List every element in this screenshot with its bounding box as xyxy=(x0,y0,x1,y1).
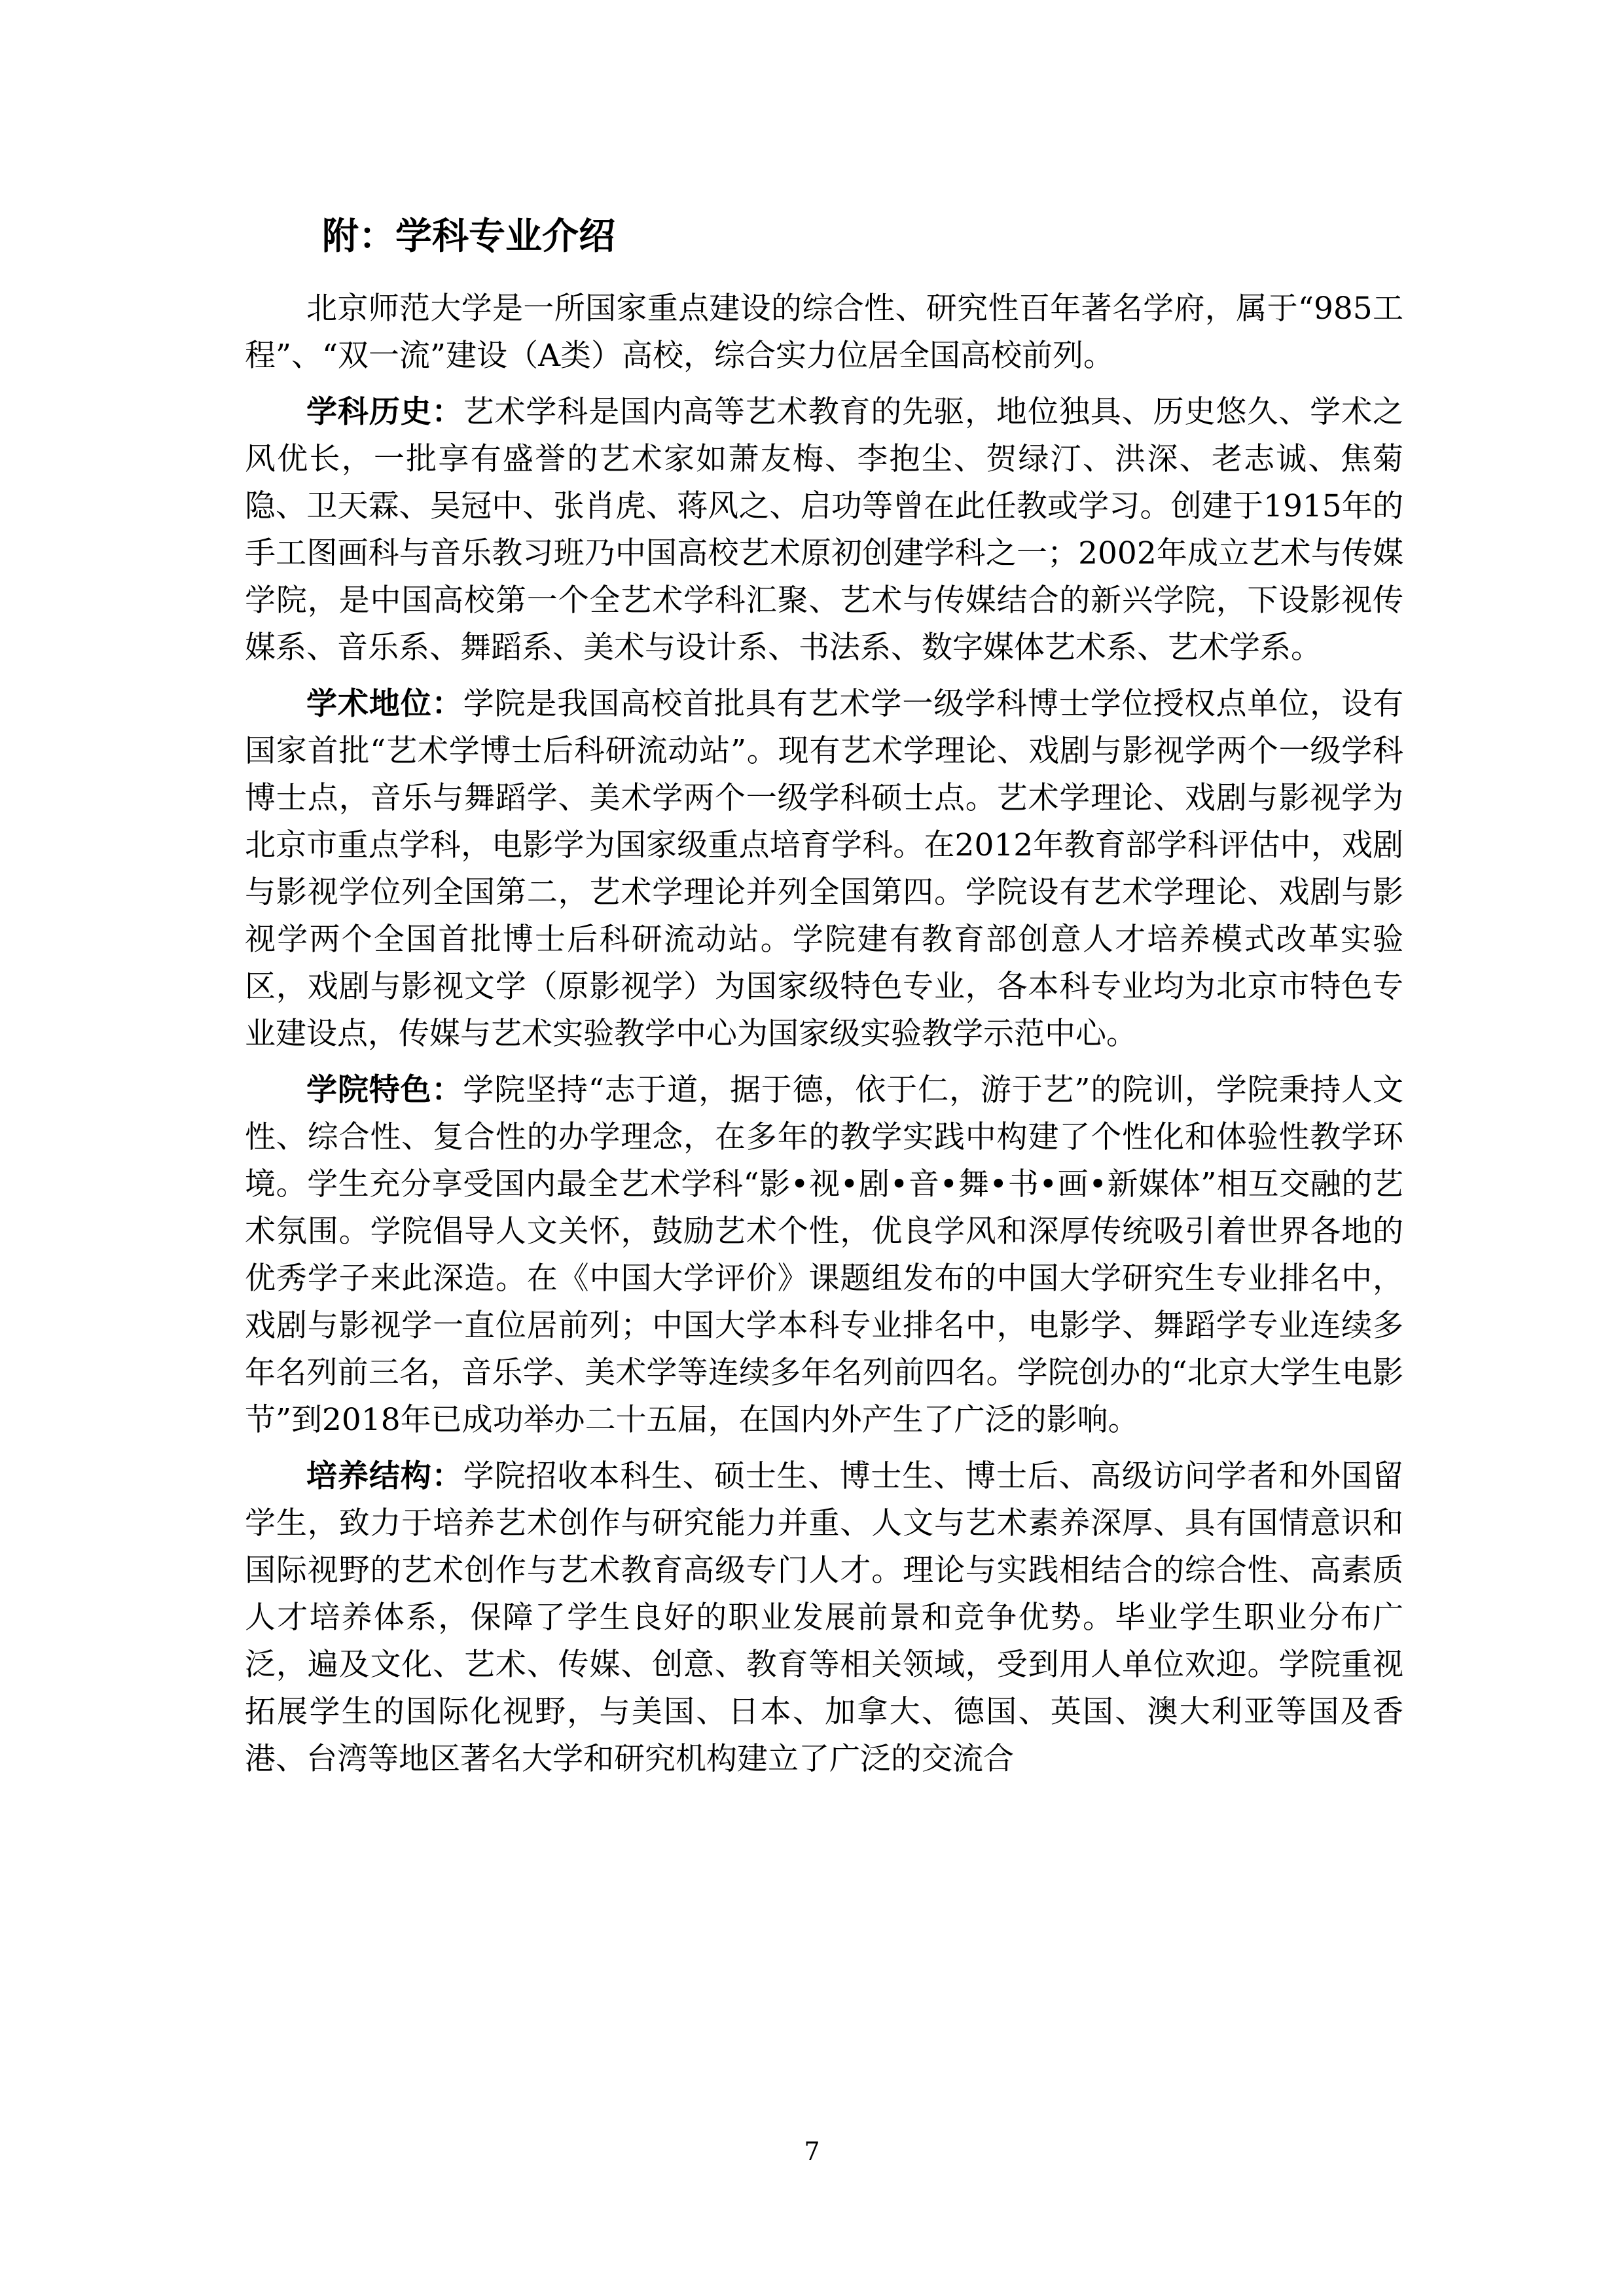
section-features xyxy=(245,1067,1403,1444)
section-history xyxy=(245,389,1403,672)
section-text: 学院坚持“志于道，据于德，依于仁，游于艺”的院训，学院秉持人文性、综合性、复合性的办学理念，在多年的教学实践中构建了个性化和体验性教学环境。学生充分享受国内最全艺术学科“影•视•剧•音•舞•书•画•新媒体”相互交融的艺术氛围。学院倡导人文关怀，鼓励艺术个性，优良学风和深厚传统吸引着世界各地的优秀学子来此深造。在《中国大学评价》课题组发布的中国大学研究生专业排名中，戏剧与影视学一直位居前列；中国大学本科专业排名中，电影学、舞蹈学专业连续多年名列前三名，音乐学、美术学等连续多年名列前四名。学院创办的“北京大学生电影节”到2018年已成功举办二十五届，在国内外产生了广泛的影响。 xyxy=(245,1072,1403,1438)
page-number: 7 xyxy=(804,2137,820,2166)
section-heading: 学术地位： xyxy=(306,686,463,722)
section-academic-status xyxy=(245,681,1403,1058)
page-title: 附：学科专业介绍 xyxy=(322,215,615,258)
section-text: 学院是我国高校首批具有艺术学一级学科博士学位授权点单位，设有国家首批“艺术学博士后科研流动站”。现有艺术学理论、戏剧与影视学两个一级学科博士点，音乐与舞蹈学、美术学两个一级学科硕士点。艺术学理论、戏剧与影视学为北京市重点学科，电影学为国家级重点培育学科。在2012年教育部学科评估中，戏剧与影视学位列全国第二，艺术学理论并列全国第四。学院设有艺术学理论、戏剧与影视学两个全国首批博士后科研流动站。学院建有教育部创意人才培养模式改革实验区，戏剧与影视文学（原影视学）为国家级特色专业，各本科专业均为北京市特色专业建设点，传媒与艺术实验教学中心为国家级实验教学示范中心。 xyxy=(245,686,1404,1052)
section-heading: 学院特色： xyxy=(306,1072,463,1108)
section-text: 学院招收本科生、硕士生、博士生、博士后、高级访问学者和外国留学生，致力于培养艺术创作与研究能力并重、人文与艺术素养深厚、具有国情意识和国际视野的艺术创作与艺术教育高级专门人才。理论与实践相结合的综合性、高素质人才培养体系，保障了学生良好的职业发展前景和竞争优势。毕业学生职业分布广泛，遍及文化、艺术、传媒、创意、教育等相关领域，受到用人单位欢迎。学院重视拓展学生的国际化视野，与美国、日本、加拿大、德国、英国、澳大利亚等国及香港、台湾等地区著名大学和研究机构建立了广泛的交流合 xyxy=(245,1458,1404,1777)
section-training xyxy=(245,1453,1403,1783)
body-text xyxy=(245,285,1403,1792)
section-heading: 培养结构： xyxy=(306,1458,463,1494)
section-heading: 学科历史： xyxy=(306,394,463,430)
section-text: 艺术学科是国内高等艺术教育的先驱，地位独具、历史悠久、学术之风优长，一批享有盛誉的艺术家如萧友梅、李抱尘、贺绿汀、洪深、老志诚、焦菊隐、卫天霖、吴冠中、张肖虎、蒋风之、启功等曾在此任教或学习。创建于1915年的手工图画科与音乐教习班乃中国高校艺术原初创建学科之一；2002年成立艺术与传媒学院，是中国高校第一个全艺术学科汇聚、艺术与传媒结合的新兴学院，下设影视传媒系、音乐系、舞蹈系、美术与设计系、书法系、数字媒体艺术系、艺术学系。 xyxy=(245,394,1404,666)
intro-paragraph: 北京师范大学是一所国家重点建设的综合性、研究性百年著名学府，属于“985工程”、“双一流”建设（A类）高校，综合实力位居全国高校前列。 xyxy=(245,291,1403,374)
